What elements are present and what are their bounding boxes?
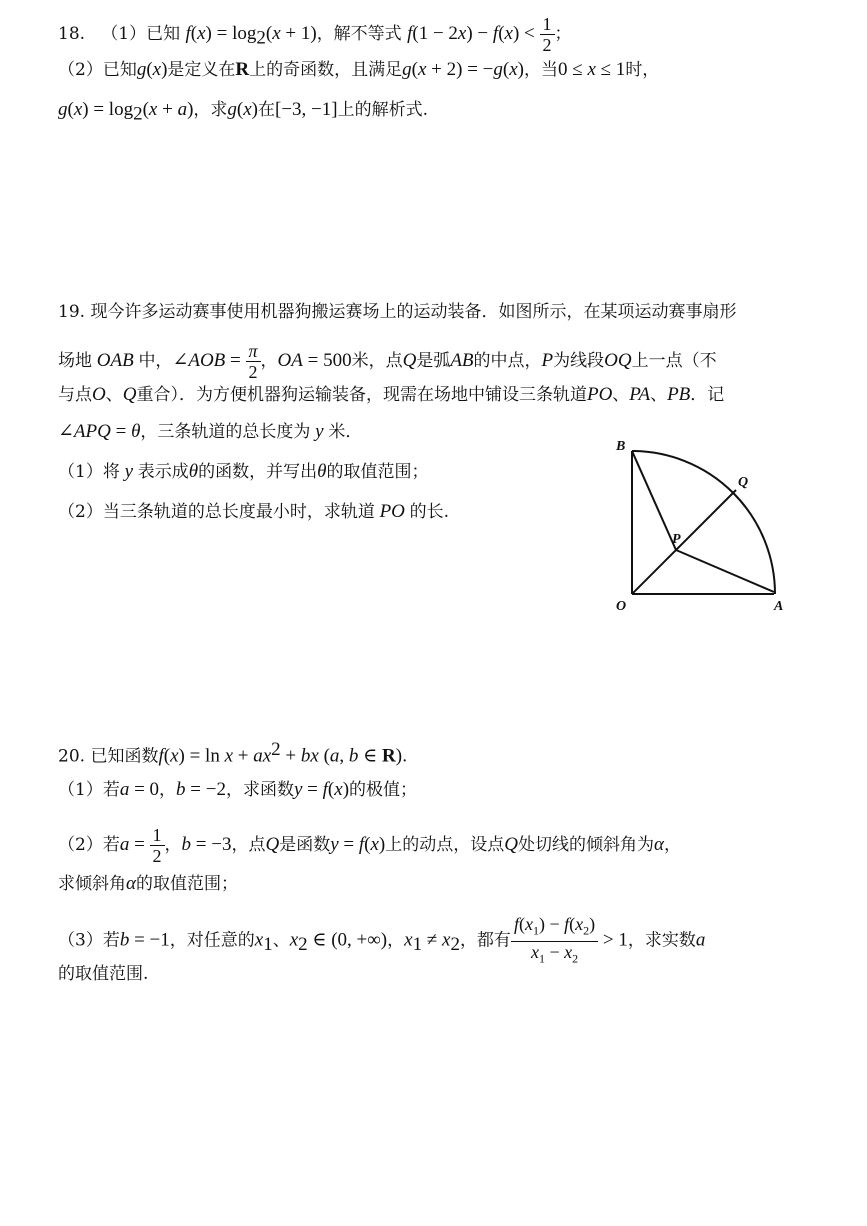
q20-sub3: （3）若b = −1，对任意的$x_1$、$x_2$ ∈ (0, +∞)，$x_1 \ne x_2$，都有 $\frac{f(x_1) - f(x_2)}{x_1 - x_2}$ > 1，求实数a <box>58 914 705 968</box>
q19-sub1: （1）将 y 表示成θ的函数，并写出θ的取值范围； <box>58 461 429 482</box>
segment-PA <box>676 550 774 592</box>
inequality: f <box>407 23 413 44</box>
label-Q: Q <box>738 475 749 490</box>
q20-line1: 20. 已知函数$f(x) = \ln x + ax^2$ + bx (a, b ∈ R). <box>58 739 408 767</box>
q18-line1: 18. （1）已知 $f(x) = \log_2(x + 1)$，解不等式 f(1 − 2x) − f(x) < $\frac{1}{2}$ ； <box>58 14 572 55</box>
segment-OQ <box>632 490 736 594</box>
fraction-pi-over-2: $\frac{\pi}{2}$ <box>246 341 261 382</box>
q20-sub3-cont: 的取值范围. <box>58 964 149 984</box>
q19-line1: 19. 现今许多运动赛事使用机器狗搬运赛场上的运动装备．如图所示，在某项运动赛事扇形 <box>58 302 737 322</box>
q18-line2: （2）已知g(x)是定义在R上的奇函数，且满足g(x + 2) = −g(x)，当0 ≤ x ≤ 1时， <box>58 59 660 80</box>
q20-number: 20. <box>58 746 86 767</box>
q20-sub1: （1）若a = 0，b = −2，求函数y = f(x)的极值； <box>58 779 418 800</box>
q18-line3: $g(x) = \log_2(x + a)$，求g(x)在[−3, −1]上的解析式. <box>58 99 428 125</box>
label-B: B <box>616 439 626 454</box>
label-P: P <box>672 532 681 547</box>
q18-number: 18. <box>58 24 86 44</box>
q18-part1-prefix: （1）已知 <box>101 24 181 44</box>
q19-line2: 场地 OAB 中，∠AOB = $\frac{\pi}{2}$ ，OA = 500米，点Q是弧AB的中点，P为线段OQ上一点（不 <box>58 341 717 382</box>
label-O: O <box>616 599 627 614</box>
q19-line4: ∠APQ = θ，三条轨道的总长度为 y 米． <box>58 421 363 442</box>
fraction-difference-quotient: $\frac{f(x_1) - f(x_2)}{x_1 - x_2}$ <box>511 914 598 968</box>
fraction-one-half: $\frac{1}{2}$ <box>540 14 555 55</box>
q19-line3: 与点O、Q重合）．为方便机器狗运输装备，现需在场地中铺设三条轨道PO、PA、PB．记 <box>58 384 725 405</box>
formula-f-def: f <box>185 23 191 44</box>
sector-figure <box>608 432 808 617</box>
segment-PB <box>632 451 676 550</box>
label-A: A <box>774 599 784 614</box>
q20-sub2-cont: 求倾斜角α的取值范围； <box>58 873 238 894</box>
fraction-a-one-half: $\frac{1}{2}$ <box>150 825 165 866</box>
q19-sub2: （2）当三条轨道的总长度最小时，求轨道 PO 的长. <box>58 501 450 522</box>
q19-number: 19. <box>58 302 86 322</box>
q20-sub2: （2）若a = $\frac{1}{2}$ ，b = −3，点Q是函数y = f(x)上的动点，设点Q处切线的倾斜角为α， <box>58 825 681 866</box>
